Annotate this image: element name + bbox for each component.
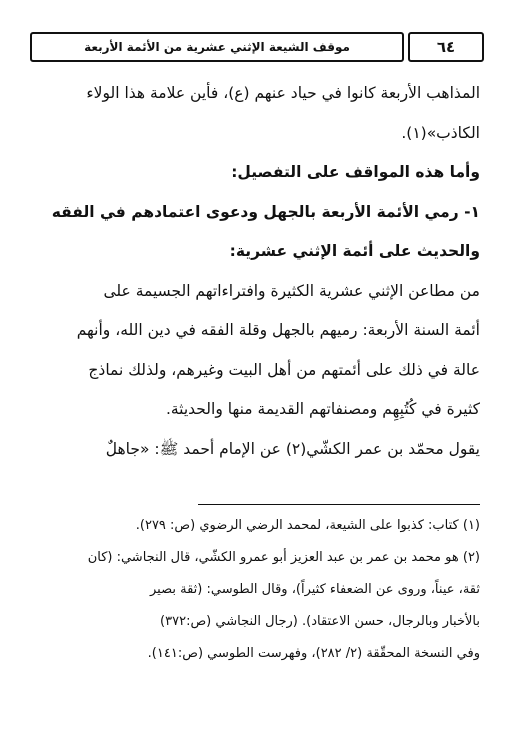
section-heading: ١- رمي الأئمة الأربعة بالجهل ودعوى اعتمادهم في الفقه bbox=[51, 202, 480, 221]
footnote-line: ثقة، عيناً، وروى عن الضعفاء كثيراً)، وقال الطوسي: (ثقة بصير bbox=[149, 582, 480, 597]
footnote-line: وفي النسخة المحقّقة (٢/ ٢٨٢)، وفهرست الطوسي (ص:١٤١). bbox=[147, 646, 480, 661]
section-heading: والحديث على أئمة الإثني عشرية: bbox=[229, 242, 480, 260]
body-line: الكاذب»(١). bbox=[401, 123, 480, 142]
page-number: ٦٤ bbox=[408, 32, 484, 62]
footnote-line: بالأخبار وبالرجال، حسن الاعتقاد). (رجال النجاشي (ص:٣٧٢) bbox=[160, 614, 480, 629]
footnote-line: (١) كتاب: كذبوا على الشيعة، لمحمد الرضي الرضوي (ص: ٢٧٩). bbox=[135, 518, 480, 533]
footnote-line: (٢) هو محمد بن عمر بن عبد العزيز أبو عمرو الكشّي، قال النجاشي: (كان bbox=[87, 550, 480, 565]
body-line: عالة في ذلك على أئمتهم من أهل البيت وغيرهم، ولذلك نماذج bbox=[88, 360, 480, 379]
footnote-separator bbox=[198, 504, 480, 505]
body-line: كثيرة في كُتُبِهِم ومصنفاتهم القديمة منها والحديثة. bbox=[165, 400, 480, 418]
body-line: أئمة السنة الأربعة: رميهم بالجهل وقلة الفقه في دين الله، وأنهم bbox=[76, 321, 480, 339]
main-text bbox=[34, 74, 480, 469]
body-line: يقول محمّد بن عمر الكشّي(٢) عن الإمام أحمد ﷺ: «جاهلٌ bbox=[105, 439, 480, 458]
header-title: موقف الشيعة الإثني عشرية من الأئمة الأربعة bbox=[30, 32, 404, 62]
footnotes bbox=[34, 510, 480, 670]
running-header bbox=[30, 32, 484, 62]
section-intro: وأما هذه المواقف على التفصيل: bbox=[231, 163, 480, 181]
body-line: المذاهب الأربعة كانوا في حياد عنهم (ع)، فأين علامة هذا الولاء bbox=[86, 84, 480, 102]
body-line: من مطاعن الإثني عشرية الكثيرة وافتراءاتهم الجسيمة على bbox=[103, 281, 480, 300]
